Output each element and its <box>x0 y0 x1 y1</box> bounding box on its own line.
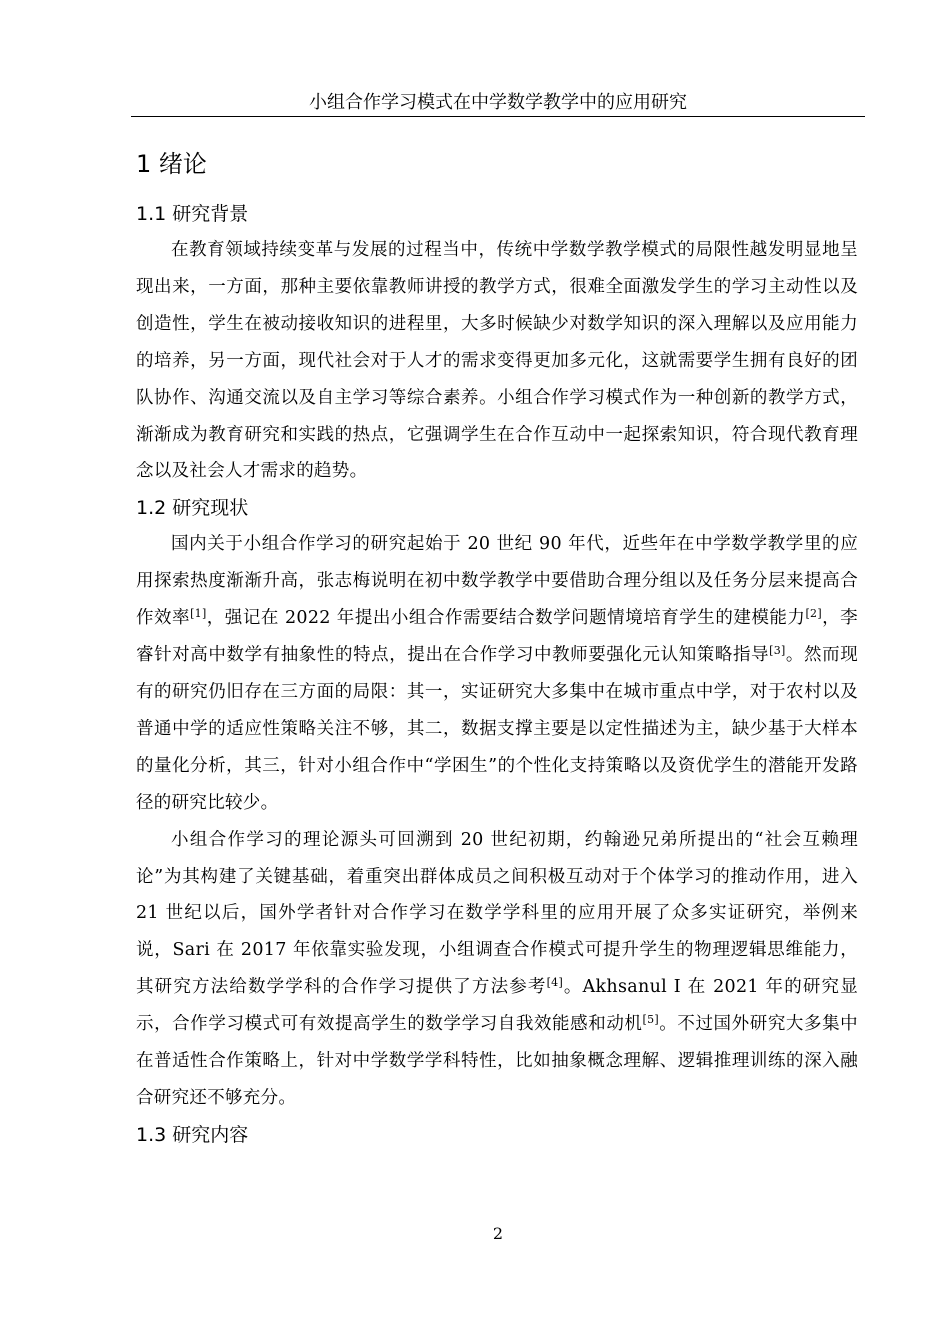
paragraph-text: 小组合作学习的理论源头可回溯到 20 世纪初期，约翰逊兄弟所提出的“社会互赖理论”为其构建了关键基础，着重突出群体成员之间积极互动对于个体学习的推动作用，进入 21 世纪以后，国外学者针对合作学习在数学学科里的应用开展了众多实证研究，举例来说，Sari 在 2017 年依靠实验发现，小组调查合作模式可提升学生的物理逻辑思维能力，其研究方法给数学学科的合作学习提供了方法参考 <box>136 829 858 998</box>
chapter-heading: 1 绪论 <box>136 150 207 178</box>
running-header: 小组合作学习模式在中学数学教学中的应用研究 <box>309 92 687 113</box>
section-heading: 1.1 研究背景 <box>136 203 249 225</box>
citation-ref[interactable]: [3] <box>769 644 786 658</box>
paragraph-text: ，强记在 2022 年提出小组合作需要结合数学问题情境培育学生的建模能力 <box>206 608 806 629</box>
citation-ref[interactable]: [2] <box>805 607 822 621</box>
document-body <box>136 146 858 1153</box>
paragraph-text: ，李睿针对高中数学有抽象性的特点，提出在合作学习中教师要强化元认知策略指导 <box>136 608 858 666</box>
citation-ref[interactable]: [5] <box>642 1013 659 1027</box>
body-paragraph <box>136 232 858 490</box>
sections-container <box>136 196 858 1153</box>
citation-ref[interactable]: [4] <box>546 976 564 990</box>
paragraph-text: 。不过国外研究大多集中在普适性合作策略上，针对中学数学学科特性，比如抽象概念理解、逻辑推理训练的深入融合研究还不够充分。 <box>136 1014 858 1108</box>
paragraph-text: 国内关于小组合作学习的研究起始于 20 世纪 90 年代，近些年在中学数学教学里的应用探索热度渐渐升高，张志梅说明在初中数学教学中要借助合理分组以及任务分层来提高合作效率 <box>136 534 858 629</box>
section-heading: 1.2 研究现状 <box>136 497 249 520</box>
header-rule <box>131 116 865 117</box>
paragraph-text: 。Akhsanul I 在 2021 年的研究显示，合作学习模式可有效提高学生的数学学习自我效能感和动机 <box>136 977 858 1035</box>
paragraph-text: 。然而现有的研究仍旧存在三方面的局限：其一，实证研究大多集中在城市重点中学，对于农村以及普通中学的适应性策略关注不够，其二，数据支撑主要是以定性描述为主，缺少基于大样本的量化分析，其三，针对小组合作中“学困生”的个性化支持策略以及资优学生的潜能开发路径的研究比较少。 <box>136 645 859 813</box>
page-number: 2 <box>492 1224 504 1243</box>
body-paragraph <box>136 526 858 821</box>
citation-ref[interactable]: [1] <box>190 607 207 621</box>
body-paragraph <box>136 822 858 1117</box>
paragraph-text: 在教育领域持续变革与发展的过程当中，传统中学数学教学模式的局限性越发明显地呈现出来，一方面，那种主要依靠教师讲授的教学方式，很难全面激发学生的学习主动性以及创造性，学生在被动接收知识的进程里，大多时候缺少对数学知识的深入理解以及应用能力的培养，另一方面，现代社会对于人才的需求变得更加多元化，这就需要学生拥有良好的团队协作、沟通交流以及自主学习等综合素养。小组合作学习模式作为一种创新的教学方式，渐渐成为教育研究和实践的热点，它强调学生在合作互动中一起探索知识，符合现代教育理念以及社会人才需求的趋势。 <box>136 240 858 482</box>
section-heading: 1.3 研究内容 <box>136 1123 249 1146</box>
